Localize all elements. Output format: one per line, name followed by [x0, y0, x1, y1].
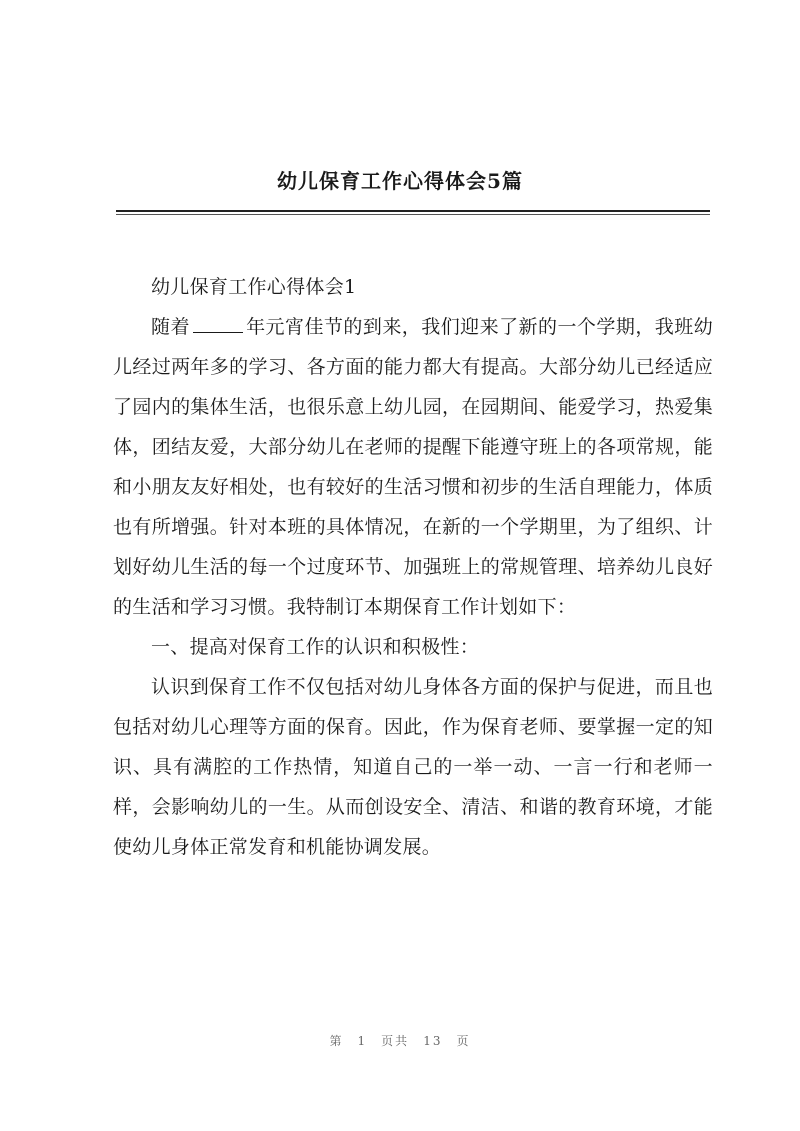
paragraph-1-rest: 年元宵佳节的到来，我们迎来了新的一个学期，我班幼儿经过两年多的学习、各方面的能力都大有提高。大部分幼儿已经适应了园内的集体生活，也很乐意上幼儿园，在园期间、能爱学习，热爱集体，团结友爱，大部分幼儿在老师的提醒下能遵守班上的各项常规，能和小朋友友好相处，也有较好的生活习惯和初步的生活自理能力，体质也有所增强。针对本班的具体情况，在新的一个学期里，为了组织、计划好幼儿生活的每一个过度环节、加强班上的常规管理、培养幼儿良好的生活和学习习惯。我特制订本期保育工作计划如下： [113, 316, 714, 618]
paragraph-1 [113, 307, 713, 627]
paragraph-1-start: 随着 [151, 316, 190, 338]
footer-total-pages: 13 [423, 1034, 443, 1048]
section-heading: 幼儿保育工作心得体会1 [151, 276, 357, 298]
footer-suffix: 页 [456, 1034, 471, 1048]
title-rule-thin [116, 214, 710, 215]
page-footer [0, 1032, 800, 1049]
title-rule-thick [116, 210, 710, 212]
footer-middle: 页共 [381, 1034, 410, 1048]
footer-page-number: 1 [357, 1034, 368, 1048]
subheading-1: 一、提高对保育工作的认识和积极性： [151, 636, 480, 658]
document-body [113, 267, 713, 867]
paragraph-2: 认识到保育工作不仅包括对幼儿身体各方面的保护与促进，而且也包括对幼儿心理等方面的保育。因此，作为保育老师、要掌握一定的知识、具有满腔的工作热情，知道自己的一举一动、一言一行和老师一样，会影响幼儿的一生。从而创设安全、清洁、和谐的教育环境，才能使幼儿身体正常发育和机能协调发展。 [113, 676, 713, 858]
document-title: 幼儿保育工作心得体会5篇 [277, 169, 523, 193]
footer-prefix: 第 [329, 1034, 344, 1048]
fill-in-blank [193, 310, 243, 333]
